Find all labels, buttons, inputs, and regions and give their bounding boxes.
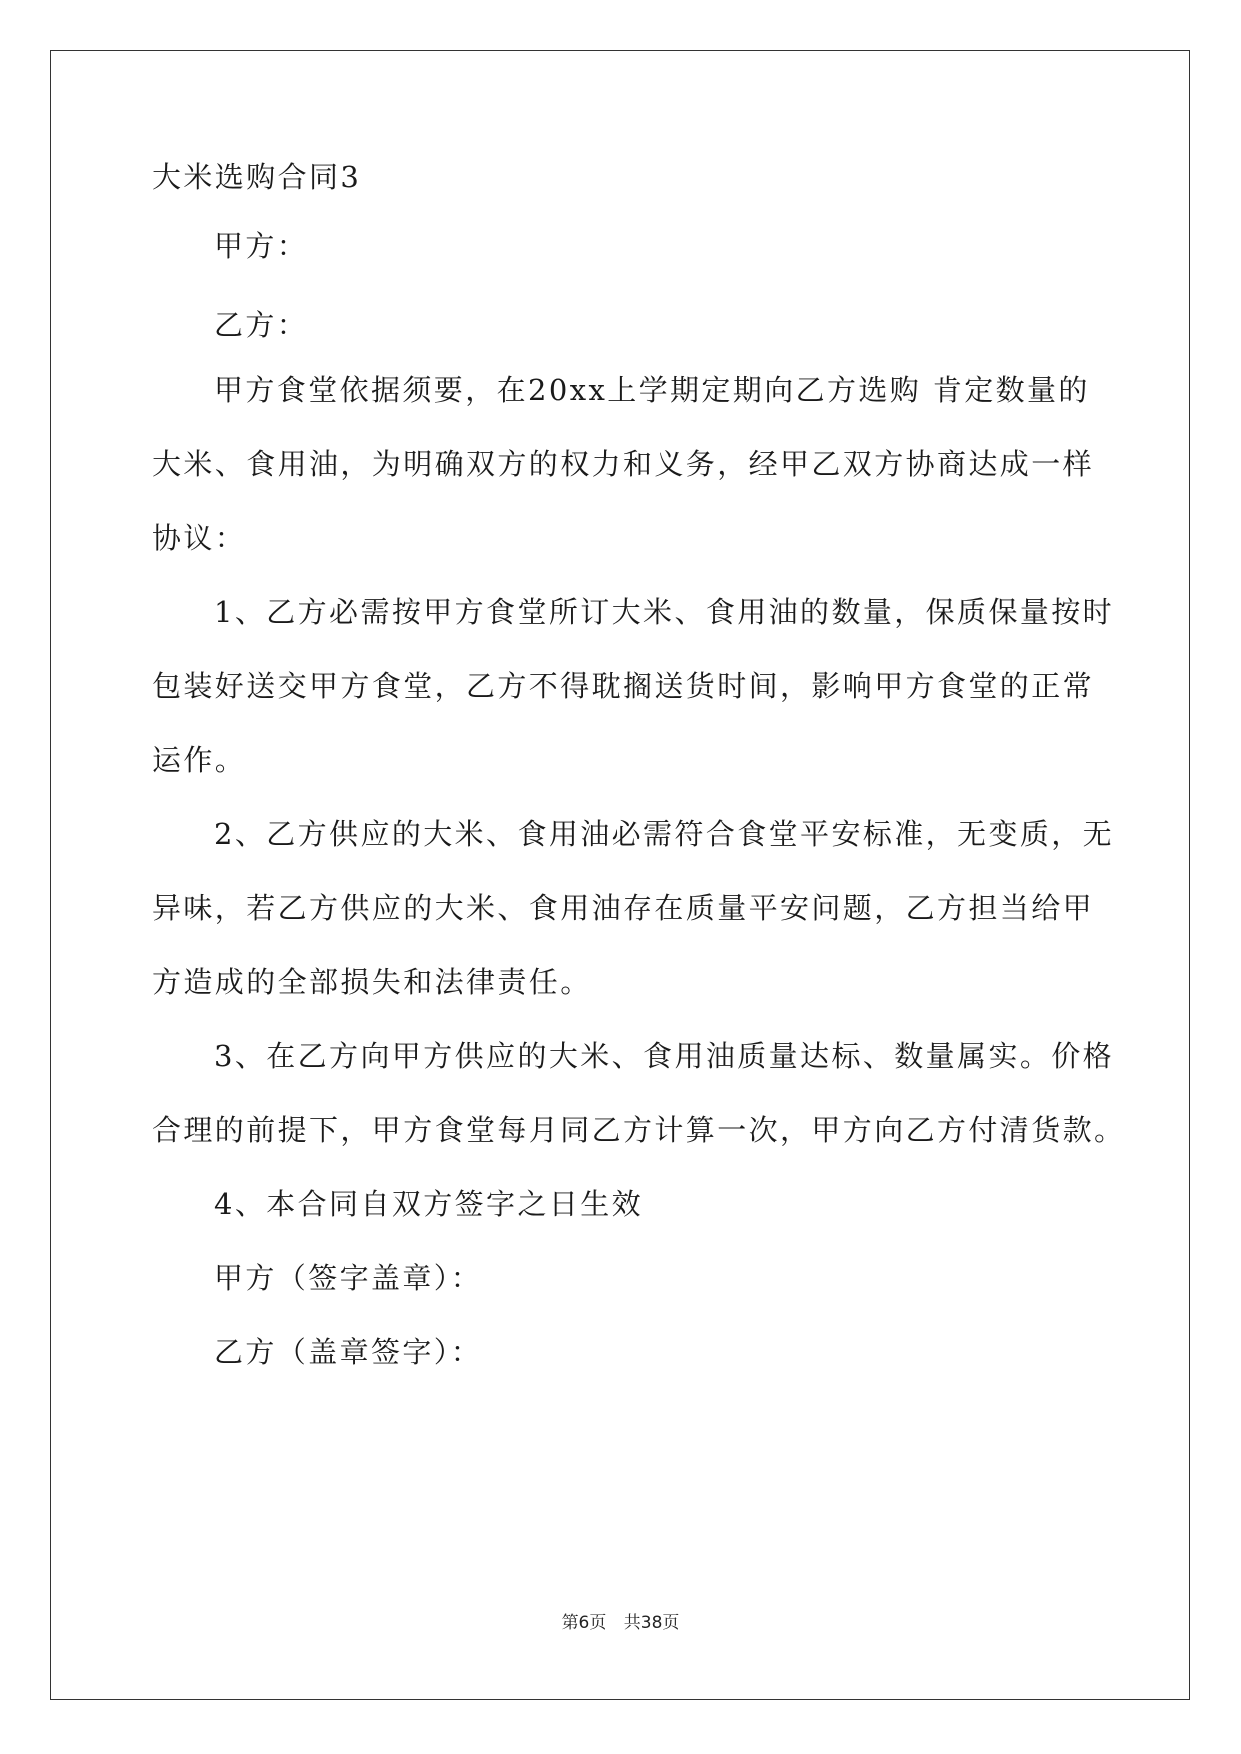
- page-number: 第6页: [561, 1613, 607, 1633]
- sign-party-a: 甲方（签字盖章）：: [214, 1261, 483, 1295]
- page-border: [50, 50, 1190, 1700]
- page-footer: [0, 1608, 1241, 1633]
- intro-line-1: 甲方食堂依据须要，在20xx上学期定期向乙方选购 肯定数量的: [214, 373, 1090, 407]
- clause-1-line-1: 1、乙方必需按甲方食堂所订大米、食用油的数量，保质保量按时: [214, 595, 1115, 629]
- clause-2-line-3: 方造成的全部损失和法律责任。: [152, 965, 592, 999]
- intro-line-2: 大米、食用油，为明确双方的权力和义务，经甲乙双方协商达成一样: [152, 447, 1095, 481]
- intro-line-3: 协议：: [152, 521, 247, 555]
- clause-4: 4、本合同自双方签字之日生效: [214, 1187, 644, 1221]
- party-b-label: 乙方：: [214, 308, 309, 342]
- clause-3-line-1: 3、在乙方向甲方供应的大米、食用油质量达标、数量属实。价格: [214, 1039, 1115, 1073]
- party-a-label: 甲方：: [214, 229, 309, 263]
- sign-party-b: 乙方（盖章签字）：: [214, 1335, 483, 1369]
- clause-2-line-2: 异味，若乙方供应的大米、食用油存在质量平安问题，乙方担当给甲: [152, 891, 1095, 925]
- document-title: 大米选购合同3: [152, 160, 362, 194]
- clause-3-line-2: 合理的前提下，甲方食堂每月同乙方计算一次，甲方向乙方付清货款。: [152, 1113, 1126, 1147]
- page-total: 共38页: [623, 1613, 680, 1633]
- clause-1-line-2: 包装好送交甲方食堂，乙方不得耽搁送货时间，影响甲方食堂的正常: [152, 669, 1095, 703]
- clause-2-line-1: 2、乙方供应的大米、食用油必需符合食堂平安标准，无变质，无: [214, 817, 1115, 851]
- clause-1-line-3: 运作。: [152, 743, 247, 777]
